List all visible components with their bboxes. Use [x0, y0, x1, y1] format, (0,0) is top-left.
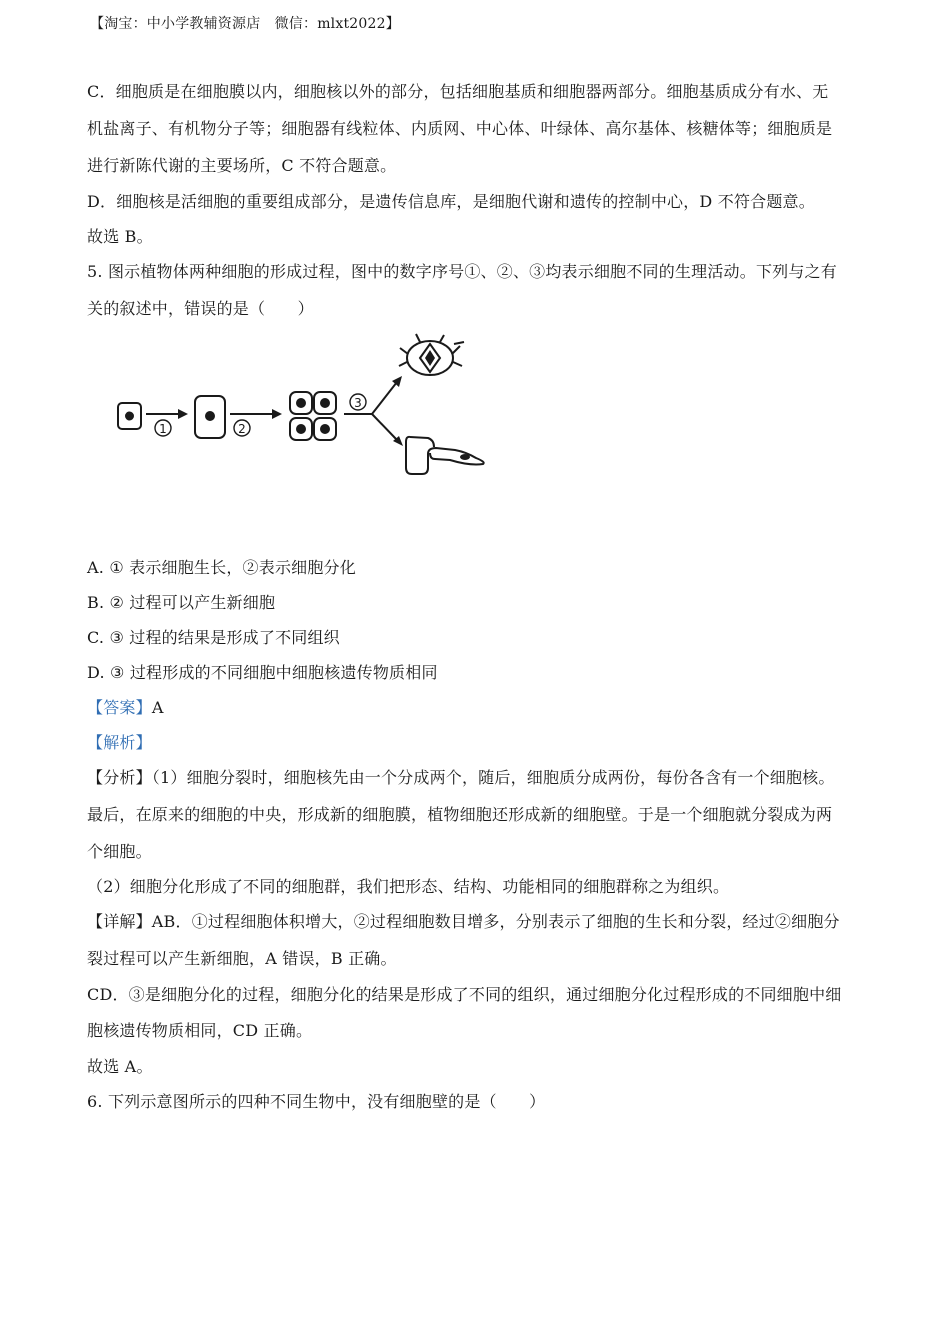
label-2: 2	[238, 422, 246, 436]
option-a: A. ① 表示细胞生长，②表示细胞分化	[87, 558, 356, 577]
arrow-2-head	[272, 409, 282, 419]
choose-a: 故选 A。	[87, 1057, 153, 1076]
arrow-1-head	[178, 409, 188, 419]
option-c-explanation-line-3: 进行新陈代谢的主要场所，C 不符合题意。	[87, 156, 397, 175]
analysis-label: 【解析】	[87, 733, 152, 752]
arrow-down	[372, 414, 397, 440]
analysis-line-3: 个细胞。	[87, 842, 152, 861]
question-6-stem: 6. 下列示意图所示的四种不同生物中，没有细胞壁的是（ ）	[87, 1092, 546, 1111]
grown-cell-nucleus	[206, 412, 214, 420]
analysis-line-4: （2）细胞分化形成了不同的细胞群，我们把形态、结构、功能相同的细胞群称之为组织。	[87, 877, 730, 896]
detail-line-4: 胞核遗传物质相同，CD 正确。	[87, 1021, 313, 1040]
option-c-explanation-line-1: C．细胞质是在细胞膜以内，细胞核以外的部分，包括细胞基质和细胞器两部分。细胞基质成分有水、无	[87, 82, 829, 101]
question-5-stem-line-2: 关的叙述中，错误的是（ ）	[87, 299, 314, 318]
cell-formation-diagram	[110, 332, 500, 482]
answer-line	[87, 698, 164, 718]
divided-cells	[290, 392, 336, 440]
root-hair-cell-top	[410, 437, 434, 447]
label-3: 3	[354, 396, 362, 410]
small-cell-nucleus	[126, 413, 133, 420]
analysis-line-2: 最后，在原来的细胞的中央，形成新的细胞膜，植物细胞还形成新的细胞壁。于是一个细胞就分裂成为两	[87, 805, 833, 824]
option-c-explanation-line-2: 机盐离子、有机物分子等；细胞器有线粒体、内质网、中心体、叶绿体、高尔基体、核糖体等；细胞质是	[87, 119, 833, 138]
detail-line-3: CD．③是细胞分化的过程，细胞分化的结果是形成了不同的组织，通过细胞分化过程形成的不同细胞中细	[87, 985, 842, 1004]
question-5-stem-line-1: 5. 图示植物体两种细胞的形成过程，图中的数字序号①、②、③均表示细胞不同的生理活动。下列与之有	[87, 262, 837, 281]
option-d-explanation: D．细胞核是活细胞的重要组成部分，是遗传信息库，是细胞代谢和遗传的控制中心，D 不符合题意。	[87, 192, 815, 211]
analysis-line-1: 【分析】（1）细胞分裂时，细胞核先由一个分成两个，随后，细胞质分成两份，每份各含有一个细胞核。	[87, 768, 835, 787]
differentiated-cell-root-hair	[406, 437, 484, 474]
root-hair-nucleus	[460, 454, 470, 460]
choose-b: 故选 B。	[87, 227, 153, 246]
label-1: 1	[159, 422, 167, 436]
option-c: C. ③ 过程的结果是形成了不同组织	[87, 628, 340, 647]
answer-label: 【答案】	[87, 698, 152, 717]
detail-line-2: 裂过程可以产生新细胞，A 错误，B 正确。	[87, 949, 397, 968]
differentiated-cell-stoma	[399, 334, 464, 375]
arrow-up	[372, 382, 397, 414]
page-header: 【淘宝：中小学教辅资源店 微信：mlxt2022】	[90, 16, 400, 32]
option-d: D. ③ 过程形成的不同细胞中细胞核遗传物质相同	[87, 663, 438, 682]
option-b: B. ② 过程可以产生新细胞	[87, 593, 276, 612]
detail-line-1: 【详解】AB．①过程细胞体积增大，②过程细胞数目增多，分别表示了细胞的生长和分裂，经过②细胞分	[87, 912, 840, 931]
answer-value: A	[151, 698, 164, 717]
